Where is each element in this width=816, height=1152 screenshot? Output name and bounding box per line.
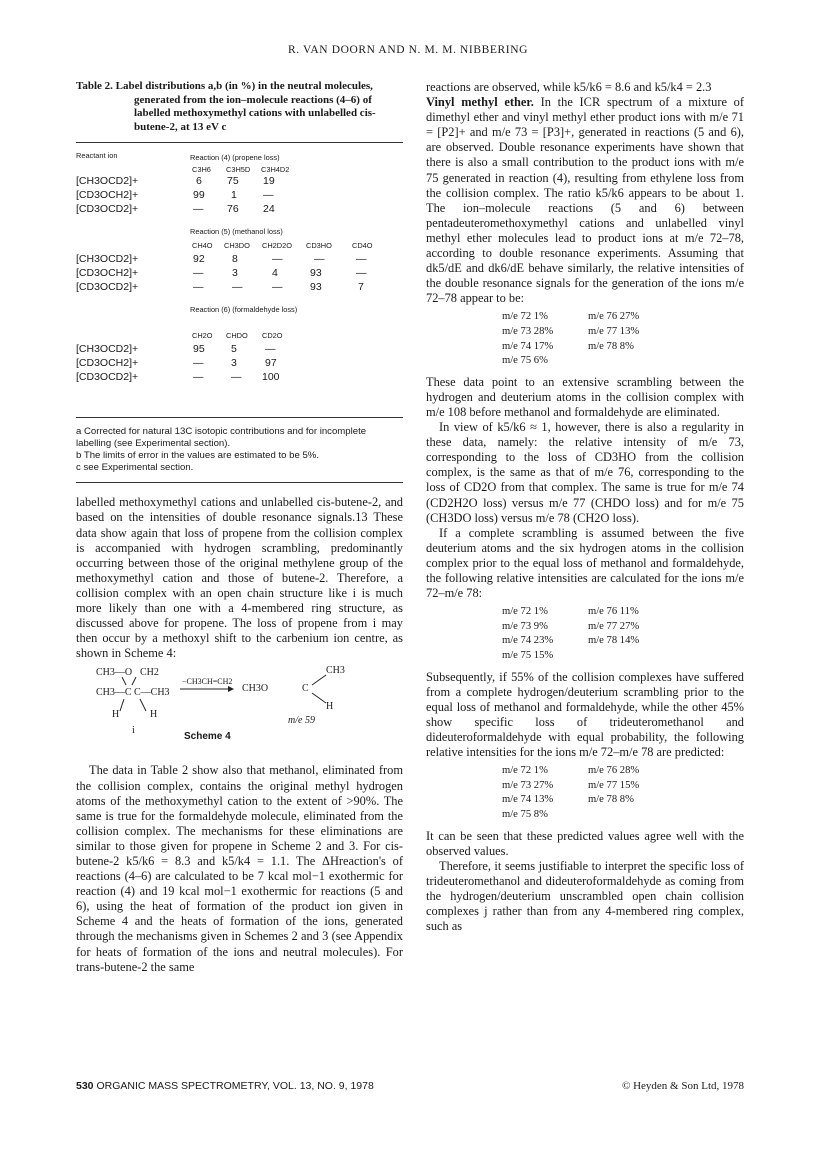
table-bottom-rule <box>76 417 403 418</box>
table-cell: — <box>265 343 276 356</box>
column-header: CH2O <box>192 331 213 341</box>
table-footnotes <box>76 426 403 474</box>
right-paragraph-2: These data point to an extensive scrambling between the hydrogen and deuterium atoms in the collision complex with m/e 108 before methanol and formaldehyde are eliminated. <box>426 374 744 419</box>
scheme-atom: H <box>150 709 158 721</box>
table-cell: 3 <box>232 267 238 280</box>
left-paragraph-1: labelled methoxymethyl cations and unlabelled cis-butene-2, and based on the intensities of double resonance signals.13 These data show again that loss of propene from the collision complex is accompanied with hydrogen scrambling, predominantly occurring between those of the original methylene group of the methoxymethyl cation and those of butene-2. Therefore, a collision complex with an open chain structure like i is much more likely than one with a 4-membered ring structure, as discussed above for propene. The loss of propene from i may then occur by a methoxyl shift to the carbenium ion centre, as shown in Scheme 4: <box>76 495 403 661</box>
reactant-ion: [CD3OCH2]+ <box>76 267 139 280</box>
intensity-item <box>588 354 668 369</box>
table-cell: 8 <box>232 253 238 266</box>
table-cell: 97 <box>265 357 277 370</box>
scheme-atom: CH3O <box>242 683 269 695</box>
intensity-item: m/e 73 28% <box>502 326 554 337</box>
table-cell: — <box>314 253 325 266</box>
label-distribution-table <box>76 145 403 417</box>
right-paragraph-1-text: In the ICR spectrum of a mixture of dimethyl ether and vinyl methyl ether product ions with m/e 71 = [P2]+ and m/e 73 = [P3]+, generated in reactions (5 and 6), are observed. Double resonance experiments have shown that there is also a small contribution to the product ions with m/e 75 generated in reaction (4), resulting from ethylene loss from the collision complex. The ratio k5/k6 appears to be about 1. The ion–molecule reactions (5 and 6) between pentadeuteromethoxymethyl cations and unlabelled vinyl methyl ether molecules lead to product ions at m/e 72–78, according to double resonance experiments. Assuming that dk5/dE and dk6/dE behave similarly, the relative intensities of the double resonance signals for the generation of the ions m/e 72–78 appear to be: <box>426 95 744 306</box>
intensity-list-calculated <box>426 605 744 663</box>
scheme-atom: C—CH3 <box>134 687 170 699</box>
section-title: Reaction (4) (propene loss) <box>190 153 280 163</box>
page-footer-left <box>76 1080 374 1092</box>
intensity-list-observed <box>426 310 744 368</box>
footnote-rule <box>76 482 403 483</box>
scheme-atom: H <box>326 701 334 713</box>
column-header: CH2D2O <box>262 241 292 251</box>
right-paragraph-0: reactions are observed, while k5/k6 = 8.6 and k5/k4 = 2.3 <box>426 80 712 94</box>
section-title: Reaction (5) (methanol loss) <box>190 227 283 237</box>
table-cell: — <box>272 281 283 294</box>
column-header: C3H6 <box>192 165 211 175</box>
table-cell: — <box>193 281 204 294</box>
table-cell: 95 <box>193 343 205 356</box>
table-cell: 7 <box>358 281 364 294</box>
table-cell: — <box>193 203 204 216</box>
reactant-ion: [CD3OCD2]+ <box>76 203 139 216</box>
intensity-item <box>588 808 668 823</box>
intensity-item: m/e 77 13% <box>588 326 640 337</box>
right-paragraph-3: In view of k5/k6 ≈ 1, however, there is also a regularity in these data, namely: the relative intensity of m/e 73, corresponding to the loss of CD3HO from the collision complex, is the same as that of m/e 76, corresponding to the loss of CD2O from that complex. The same is true for m/e 74 (CD2H2O loss) versus m/e 77 (CHDO loss) and for m/e 75 (CH3DO loss) versus m/e 78 (CH2O loss). <box>426 420 744 525</box>
intensity-item: m/e 77 15% <box>588 779 640 791</box>
intensity-item: m/e 72 1% <box>502 606 548 618</box>
footnote-c: c see Experimental section. <box>76 462 194 474</box>
left-paragraph-2: The data in Table 2 show also that methanol, eliminated from the collision complex, contains the original methyl hydrogen atoms of the methoxymethyl cation to the extent of >90%. The same is true for the formaldehyde molecule, eliminated from the collision complex. The mechanisms for these eliminations are similar to those given for propene in Scheme 2 and 3. For cis-butene-2 k5/k6 = 8.3 and k5/k4 = 1.1. The ΔHreaction's of reactions (4–6) are calculated to be 7 kcal mol−1 exothermic for reaction (4) and 19 kcal mol−1 exothermic for reactions (5 and 6), using the heat of formation of the product ion given in Scheme 4 and the heats of formation of the ions, generated through the mechanisms given in Schemes 2 and 3 (see Appendix for heats of formation of the ions and neutral molecules). For trans-butene-2 the same <box>76 763 403 974</box>
reactant-ion: [CH3OCD2]+ <box>76 343 139 356</box>
table-cell: — <box>356 267 367 280</box>
table-cell: 92 <box>193 253 205 266</box>
section-title: Reaction (6) (formaldehyde loss) <box>190 305 298 315</box>
page-number: 530 <box>76 1080 94 1092</box>
scheme-atom: H <box>112 709 120 721</box>
running-header: R. VAN DOORN AND N. M. M. NIBBERING <box>287 44 529 56</box>
column-header: CH4O <box>192 241 213 251</box>
right-paragraph-6: It can be seen that these predicted values agree well with the observed values. <box>426 828 744 858</box>
intensity-item <box>588 649 668 664</box>
scheme-atom: CH3 <box>326 665 345 677</box>
table-cell: — <box>356 253 367 266</box>
scheme-4 <box>76 665 403 763</box>
reactant-ion: [CD3OCD2]+ <box>76 281 139 294</box>
intensity-item: m/e 72 1% <box>502 311 548 323</box>
table-cell: 3 <box>231 357 237 370</box>
table-top-rule <box>76 142 403 143</box>
scheme-arrow-label: −CH3CH=CH2 <box>182 677 233 687</box>
table-cell: — <box>193 267 204 280</box>
column-header: C3H5D <box>226 165 251 175</box>
intensity-item: m/e 74 23% <box>502 635 554 647</box>
right-paragraph-5: Subsequently, if 55% of the collision complexes have suffered from a complete hydrogen/deuterium scrambling prior to the equal loss of methanol and formaldehyde, while the other 45% show specific loss of trideuteromethanol and dideuteroformaldehyde with equal probability, the following relative intensities for the ions m/e 72–m/e 78 are predicted: <box>426 669 744 760</box>
intensity-item: m/e 75 8% <box>502 808 548 820</box>
table-cell: 1 <box>231 189 237 202</box>
section-heading-vinyl-methyl-ether: Vinyl methyl ether. <box>426 95 534 110</box>
reactant-ion: [CH3OCD2]+ <box>76 175 139 188</box>
table-cell: 99 <box>193 189 205 202</box>
table-cell: — <box>232 281 243 294</box>
table-cell: 24 <box>263 203 275 216</box>
reactant-ion: [CD3OCH2]+ <box>76 357 139 370</box>
intensity-item: m/e 73 27% <box>502 779 554 791</box>
right-paragraph-7: Therefore, it seems justifiable to interpret the specific loss of trideuteromethanol and dideuteroformaldehyde as coming from the hydrogen/deuterium unscrambled open chain collision complexes j rather than from any 4-membered ring complex, such as <box>426 858 744 934</box>
intensity-item: m/e 78 8% <box>588 340 634 352</box>
table-cell: — <box>193 371 204 384</box>
intensity-item: m/e 78 8% <box>588 794 634 806</box>
scheme-atom: CH3—C <box>96 687 132 699</box>
table-cell: 76 <box>227 203 239 216</box>
table-cell: — <box>263 189 274 202</box>
scheme-atom: CH2 <box>140 667 159 679</box>
copyright: © Heyden & Son Ltd, 1978 <box>621 1080 744 1092</box>
reactant-ion: [CD3OCH2]+ <box>76 189 139 202</box>
reactant-ion: [CH3OCD2]+ <box>76 253 139 266</box>
scheme-atom: CH3—O <box>96 667 133 679</box>
left-column <box>76 80 403 975</box>
right-column <box>426 80 744 934</box>
table-cell: — <box>231 371 242 384</box>
intensity-item: m/e 78 14% <box>588 635 640 647</box>
intensity-item: m/e 76 28% <box>588 765 640 777</box>
intensity-item: m/e 76 11% <box>588 606 639 618</box>
column-header: CH3DO <box>224 241 250 251</box>
scheme-complex-label: i <box>132 725 135 737</box>
table-cell: 4 <box>272 267 278 280</box>
col-header-reactant-ion: Reactant ion <box>76 151 118 161</box>
column-header: CHDO <box>226 331 248 341</box>
intensity-list-predicted <box>426 764 744 822</box>
table-cell: — <box>193 357 204 370</box>
intensity-item: m/e 73 9% <box>502 620 548 632</box>
column-header: CD3HO <box>306 241 332 251</box>
intensity-item: m/e 75 6% <box>502 355 548 367</box>
intensity-item: m/e 77 27% <box>588 620 640 632</box>
intensity-item: m/e 72 1% <box>502 765 548 777</box>
table-cell: 100 <box>262 371 280 384</box>
scheme-atom: C <box>302 683 309 695</box>
table-cell: 5 <box>231 343 237 356</box>
journal-citation: ORGANIC MASS SPECTROMETRY, VOL. 13, NO. 9, 1978 <box>96 1080 374 1092</box>
intensity-item: m/e 76 27% <box>588 311 640 323</box>
table-cell: 19 <box>263 175 275 188</box>
intensity-item: m/e 75 15% <box>502 649 554 661</box>
table-cell: — <box>272 253 283 266</box>
table-cell: 93 <box>310 281 322 294</box>
table-cell: 93 <box>310 267 322 280</box>
intensity-item: m/e 74 13% <box>502 794 554 806</box>
right-paragraph-4: If a complete scrambling is assumed between the five deuterium atoms and the six hydrogen atoms in the collision complex prior to the equal loss of methanol and formaldehyde, the following relative intensities are calculated for the ions m/e 72–m/e 78: <box>426 525 744 601</box>
reactant-ion: [CD3OCD2]+ <box>76 371 139 384</box>
right-paragraph-1 <box>426 95 744 306</box>
scheme-product-mass: m/e 59 <box>288 715 315 727</box>
column-header: CD2O <box>262 331 283 341</box>
table-caption: Table 2. Label distributions a,b (in %) in the neutral molecules, generated from the ion–molecule reactions (4–6) of labelled methoxymethyl cations with unlabelled cis-butene-2, at 13 eV c <box>76 80 376 133</box>
footnote-a: a Corrected for natural 13C isotopic contributions and for incomplete labelling (see Experimental section). <box>76 426 367 450</box>
scheme-4-bonds <box>76 665 403 763</box>
column-header: CD4O <box>352 241 373 251</box>
scheme-label: Scheme 4 <box>184 731 231 743</box>
footnote-b: b The limits of error in the values are estimated to be 5%. <box>76 450 319 462</box>
table-cell: 6 <box>196 175 202 188</box>
table-cell: 75 <box>227 175 239 188</box>
intensity-item: m/e 74 17% <box>502 340 554 352</box>
column-header: C3H4D2 <box>261 165 290 175</box>
